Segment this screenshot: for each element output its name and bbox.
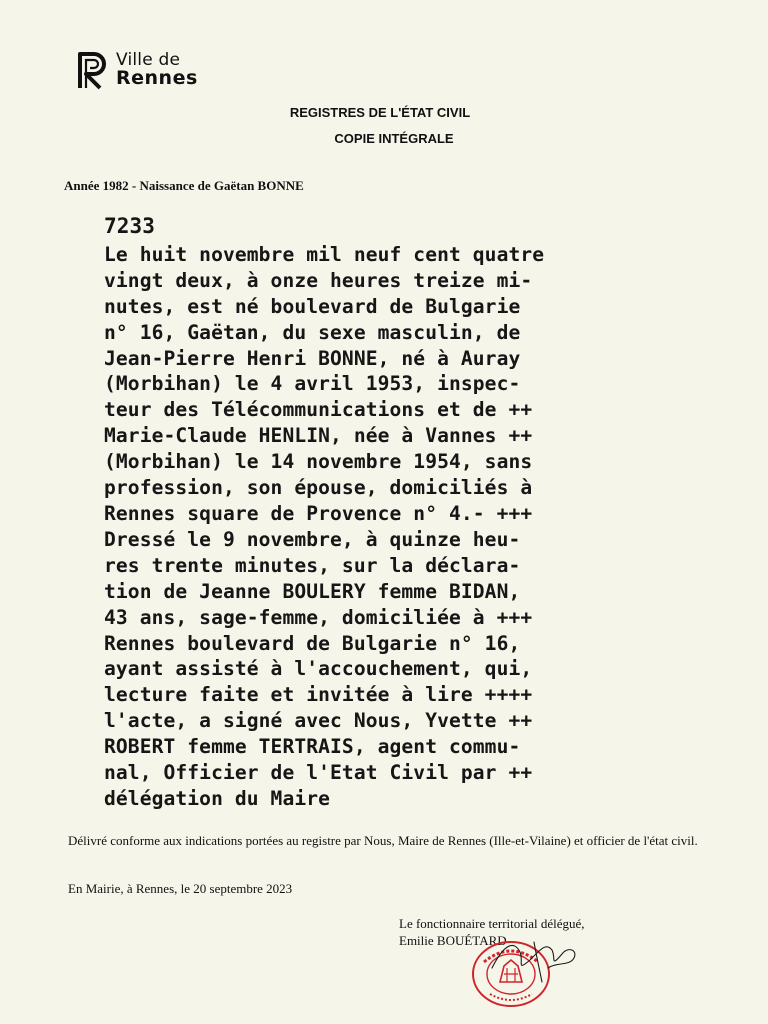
handwritten-signature bbox=[490, 928, 582, 984]
act-line: (Morbihan) le 14 novembre 1954, sans bbox=[104, 450, 533, 474]
copy-type-title: COPIE INTÉGRALE bbox=[334, 131, 454, 146]
act-line: vingt deux, à onze heures treize mi- bbox=[104, 268, 533, 292]
act-line: Le huit novembre mil neuf cent quatre bbox=[104, 242, 545, 266]
act-line: lecture faite et invitée à lire ++++ bbox=[104, 683, 533, 707]
signer-title: Le fonctionnaire territorial délégué, bbox=[399, 916, 585, 931]
logo-line-ville-de: Ville de bbox=[116, 50, 181, 70]
act-line: Marie-Claude HENLIN, née à Vannes ++ bbox=[104, 424, 533, 448]
act-line: Rennes boulevard de Bulgarie n° 16, bbox=[104, 631, 521, 655]
act-line: Rennes square de Provence n° 4.- +++ bbox=[104, 501, 533, 525]
act-line: ROBERT femme TERTRAIS, agent commu- bbox=[104, 735, 521, 759]
signer-name: Emilie BOUÉTARD bbox=[399, 933, 507, 948]
act-line: (Morbihan) le 4 avril 1953, inspec- bbox=[104, 372, 521, 396]
act-line: Jean-Pierre Henri BONNE, né à Auray bbox=[104, 346, 521, 370]
birth-act-text bbox=[104, 214, 544, 812]
act-line: n° 16, Gaëtan, du sexe masculin, de bbox=[104, 320, 521, 344]
act-line: nutes, est né boulevard de Bulgarie bbox=[104, 294, 521, 318]
register-title: REGISTRES DE L'ÉTAT CIVIL bbox=[289, 105, 471, 120]
issue-place-date: En Mairie, à Rennes, le 20 septembre 2023 bbox=[68, 881, 293, 896]
rennes-r-logo-icon bbox=[76, 50, 110, 90]
act-number: 7233 bbox=[104, 214, 155, 238]
record-subject: Année 1982 - Naissance de Gaëtan BONNE bbox=[64, 178, 304, 193]
act-line: nal, Officier de l'Etat Civil par ++ bbox=[104, 761, 533, 785]
act-line: teur des Télécommunications et de ++ bbox=[104, 398, 533, 422]
act-line: délégation du Maire bbox=[104, 786, 331, 810]
act-line: 43 ans, sage-femme, domiciliée à +++ bbox=[104, 605, 533, 629]
logo-line-rennes: Rennes bbox=[116, 67, 198, 89]
act-line: tion de Jeanne BOULERY femme BIDAN, bbox=[104, 579, 521, 603]
act-line: res trente minutes, sur la déclara- bbox=[104, 553, 521, 577]
ville-de-rennes-logo bbox=[76, 50, 198, 90]
act-line: ayant assisté à l'accouchement, qui, bbox=[104, 657, 533, 681]
act-line: profession, son épouse, domiciliés à bbox=[104, 476, 533, 500]
act-line: l'acte, a signé avec Nous, Yvette ++ bbox=[104, 709, 533, 733]
act-line: Dressé le 9 novembre, à quinze heu- bbox=[104, 527, 521, 551]
certification-statement: Délivré conforme aux indications portées au registre par Nous, Maire de Rennes (Ille-et-Vilaine) et officier de l'état civil. bbox=[68, 833, 698, 848]
